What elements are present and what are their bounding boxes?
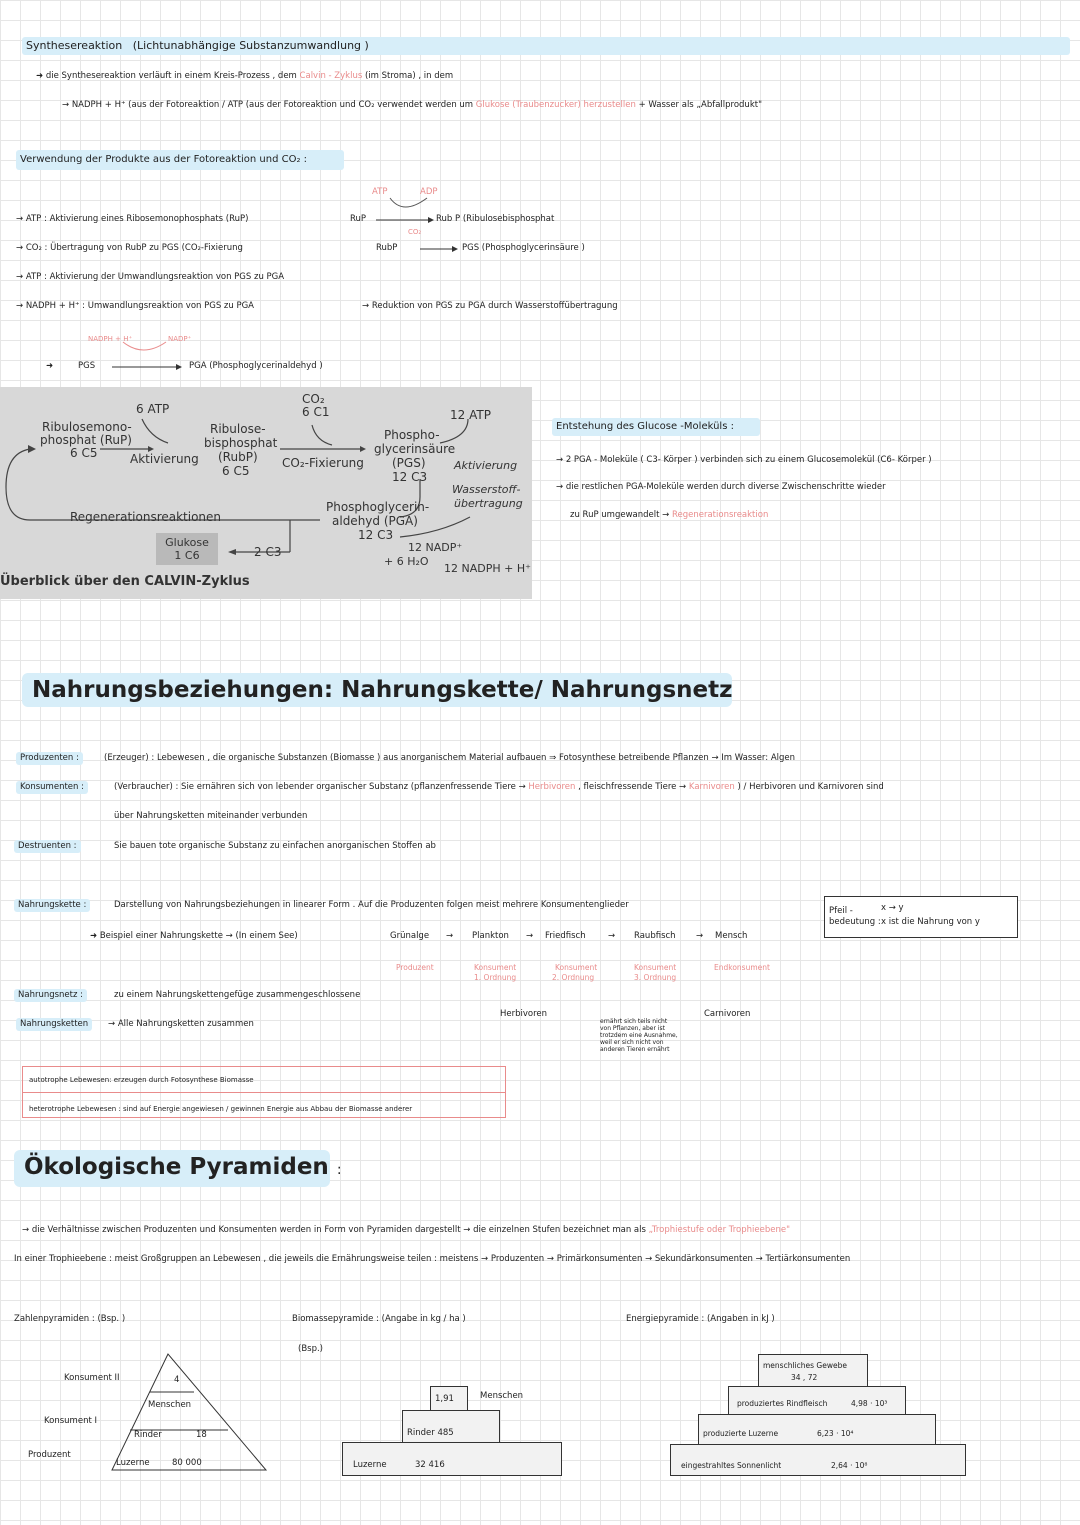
verwendung-title: Verwendung der Produkte aus der Fotoreaktion und CO₂ :	[16, 150, 344, 170]
synthese-title: Synthesereaktion	[26, 39, 123, 52]
heterotroph-text: heterotrophe Lebewesen : sind auf Energie angewiesen / gewinnen Energie aus Abbau der Biomasse anderer	[29, 1105, 413, 1113]
herbivoren-highlight: Herbivoren	[528, 782, 576, 792]
trophiestufe-highlight: „Trophiestufe oder Trophieebene"	[648, 1225, 790, 1235]
calvin-2c3: 2 C3	[254, 545, 282, 559]
calvin-co2-fixierung: CO₂-Fixierung	[282, 456, 364, 470]
calvin-h2o: + 6 H₂O	[384, 555, 429, 568]
zahlen-k1-label: Konsument I	[44, 1416, 97, 1426]
synthese-title-note: (Lichtunabhängige Substanzumwandlung )	[132, 39, 369, 52]
produzenten-label: Produzenten :	[16, 752, 83, 765]
energie-layer-1: menschliches Gewebe 34 , 72	[758, 1354, 868, 1388]
bio-layer-luzerne: Luzerne 32 416	[342, 1442, 562, 1476]
autotroph-text: autotrophe Lebewesen: erzeugen durch Fotosynthese Biomasse	[29, 1076, 254, 1084]
calvin-pga-1: Phosphoglycerin-	[326, 500, 430, 514]
destruenten-label: Destruenten :	[14, 840, 81, 853]
pfeil-bedeutung-box: Pfeil - bedeutung : x → y x ist die Nahrung von y	[824, 896, 1018, 938]
verwendung-row-atp: → ATP : Aktivierung eines Ribosemonophosphats (RuP)	[16, 214, 249, 224]
trophie-definition-box	[22, 1066, 506, 1118]
calvin-rubp-4: 6 C5	[222, 464, 250, 478]
calvin-rup-2: phosphat (RuP)	[40, 433, 132, 447]
zahlen-18: 18	[196, 1430, 207, 1440]
role-k3-order: 3. Ordnung	[634, 973, 677, 982]
calvin-aktivierung-2: Aktivierung	[454, 459, 518, 472]
zahlen-prod-label: Produzent	[28, 1450, 71, 1460]
beispiel-label: ➜ Beispiel einer Nahrungskette → (In einem See)	[90, 931, 298, 941]
calvin-rubp-2: bisphosphat	[204, 436, 278, 450]
calvin-rup-1: Ribulosemono-	[42, 420, 132, 434]
zahlen-80000: 80 000	[172, 1458, 202, 1468]
eq-rup: RuP	[350, 214, 367, 224]
energie-title: Energiepyramide : (Angaben in kJ )	[626, 1314, 775, 1324]
synthese-header	[22, 37, 1070, 55]
nahrung-title: Nahrungsbeziehungen: Nahrungskette/ Nahrungsnetz	[22, 673, 732, 707]
eq-arrow-3	[112, 362, 184, 372]
nahrungsnetz-label: Nahrungsnetz :	[14, 989, 87, 1002]
calvin-glukose-box: Glukose 1 C6	[156, 533, 218, 565]
bio-bsp: (Bsp.)	[298, 1344, 323, 1354]
zahlen-luzerne: Luzerne	[116, 1458, 150, 1468]
bio-menschen: Menschen	[480, 1391, 524, 1401]
eq-rubp: RubP	[376, 243, 398, 253]
entstehung-line1: → 2 PGA - Moleküle ( C3- Körper ) verbinden sich zu einem Glucosemolekül (C6- Körper )	[556, 455, 932, 465]
eq-pgs: PGS	[78, 361, 96, 371]
destruenten-text: Sie bauen tote organische Substanz zu einfachen anorganischen Stoffen ab	[114, 841, 436, 851]
nahrungsketten-text: → Alle Nahrungsketten zusammen	[108, 1019, 254, 1029]
nahrungskette-label: Nahrungskette :	[14, 899, 90, 912]
calvin-nadp: 12 NADP⁺	[408, 541, 463, 554]
synthese-line2: → NADPH + H⁺ (aus der Fotoreaktion / ATP (aus der Fotoreaktion und CO₂ verwendet werden um Glukose (Traubenzucker) herzustellen + Wasser als „Abfallprodukt"	[62, 100, 762, 110]
konsumenten-label: Konsumenten :	[16, 781, 88, 794]
herbivoren-label: Herbivoren	[500, 1009, 548, 1019]
nahrungskette-text: Darstellung von Nahrungsbeziehungen in linearer Form . Auf die Produzenten folgen meist mehrere Konsumentenglieder	[114, 900, 629, 910]
zahlen-title: Zahlenpyramiden : (Bsp. )	[14, 1314, 126, 1324]
calvin-pga-3: 12 C3	[358, 528, 394, 542]
reduktion-note: → Reduktion von PGS zu PGA durch Wasserstoffübertragung	[362, 301, 618, 311]
verwendung-row-atp2: → ATP : Aktivierung der Umwandlungsreaktion von PGS zu PGA	[16, 272, 285, 282]
role-k2-order: 2. Ordnung	[552, 973, 595, 982]
pyramiden-line1: → die Verhältnisse zwischen Produzenten und Konsumenten werden in Form von Pyramiden dargestellt → die einzelnen Stufen bezeichnet man als „Trophiestufe oder Trophieebene"	[22, 1225, 790, 1235]
calvin-aktivierung-1: Aktivierung	[130, 452, 199, 466]
zahlen-menschen: Menschen	[148, 1400, 192, 1410]
calvin-pga-2: aldehyd (PGA)	[332, 514, 418, 528]
bio-layer-rinder: Rinder 485	[402, 1410, 500, 1444]
chain-mensch: Mensch	[715, 931, 748, 941]
synthese-line1: ➜ die Synthesereaktion verläuft in einem Kreis-Prozess , dem Calvin - Zyklus (im Stroma) , in dem	[36, 71, 454, 81]
role-k3: Konsument	[634, 963, 677, 972]
calvin-pgs-3: (PGS)	[392, 456, 426, 470]
calvin-c1: 6 C1	[302, 405, 330, 419]
calvin-caption: Überblick über den CALVIN-Zyklus	[0, 574, 250, 589]
zahlen-4: 4	[174, 1375, 180, 1385]
calvin-nadph: 12 NADPH + H⁺	[444, 562, 531, 575]
konsumenten-text: (Verbraucher) : Sie ernähren sich von lebender organischer Substanz (pflanzenfressende Tiere → Herbivoren , fleischfressende Tiere → Karnivoren ) / Herbivoren und Karnivoren sind	[114, 782, 884, 792]
regenerationsreaktion-highlight: Regenerationsreaktion	[671, 510, 769, 520]
zahlen-k2-label: Konsument II	[64, 1373, 120, 1383]
eq-atp-label: ATP	[372, 187, 388, 197]
eq-co2-small: CO₂	[408, 228, 422, 236]
calvin-rubp-1: Ribulose-	[210, 422, 266, 436]
energie-layer-2: produziertes Rindfleisch 4,98 · 10³	[728, 1386, 906, 1416]
role-endkonsument: Endkonsument	[714, 963, 770, 972]
calvin-regeneration: Regenerationsreaktionen	[70, 510, 222, 524]
zahlen-rinder: Rinder	[134, 1430, 162, 1440]
eq-nadph-label: NADPH + H⁺	[88, 335, 133, 343]
verwendung-row-nadph: → NADPH + H⁺ : Umwandlungsreaktion von PGS zu PGA	[16, 301, 254, 311]
role-k1-order: 1. Ordnung	[474, 973, 517, 982]
eq-arrow-1	[376, 215, 436, 225]
calvin-wasserstoff-1: Wasserstoff-	[452, 483, 521, 496]
nahrungsketten-label: Nahrungsketten	[16, 1018, 92, 1031]
eq-bullet: ➜	[46, 361, 54, 371]
verwendung-row-co2: → CO₂ : Übertragung von RubP zu PGS (CO₂-Fixierung	[16, 243, 243, 253]
calvin-rubp-3: (RubP)	[218, 450, 258, 464]
entstehung-title: Entstehung des Glucose -Moleküls :	[552, 418, 760, 436]
entstehung-line3: zu RuP umgewandelt → Regenerationsreaktion	[570, 510, 769, 520]
calvin-wasserstoff-2: übertragung	[454, 497, 523, 510]
calvin-pgs-1: Phospho-	[384, 428, 440, 442]
karnivoren-highlight: Karnivoren	[688, 782, 735, 792]
eq-pgs-result: PGS (Phosphoglycerinsäure )	[462, 243, 585, 253]
role-produzent: Produzent	[396, 963, 434, 972]
eq-nadph-curve	[118, 340, 178, 360]
pyramiden-title: Ökologische Pyramiden :	[14, 1150, 330, 1187]
pyramiden-line2: In einer Trophieebene : meist Großgruppen an Lebewesen , die jeweils die Ernährungsweise teilen : meistens → Produzenten → Primärkonsumenten → Sekundärkonsumenten → Tertiärkonsumenten	[14, 1254, 851, 1264]
bio-layer-top: 1,91	[430, 1386, 468, 1412]
eq-rubp-result: Rub P (Ribulosebisphosphat	[436, 214, 555, 224]
bio-title: Biomassepyramide : (Angabe in kg / ha )	[292, 1314, 466, 1324]
chain-raubfisch: Raubfisch	[634, 931, 676, 941]
zahlen-triangle	[110, 1352, 270, 1472]
calvin-pgs-2: glycerinsäure	[374, 442, 456, 456]
calvin-cycle-figure	[0, 387, 532, 599]
calvin-rup-3: 6 C5	[70, 446, 98, 460]
eq-pga: PGA (Phosphoglycerinaldehyd )	[189, 361, 323, 371]
omnivore-note: ernährt sich teils nicht von Pflanzen, aber ist trotzdem eine Ausnahme, weil er sich nicht von anderen Tieren ernährt	[600, 1018, 678, 1053]
eq-arrow-2	[420, 244, 460, 254]
energie-layer-4: eingestrahltes Sonnenlicht 2,64 · 10⁸	[670, 1444, 966, 1476]
eq-adp-label: ADP	[420, 187, 438, 197]
eq-atp-curve-arrow	[385, 194, 445, 214]
carnivoren-label: Carnivoren	[704, 1009, 751, 1019]
trophie-box-divider	[23, 1092, 505, 1093]
calvin-co2: CO₂	[302, 392, 325, 406]
konsumenten-text-2: über Nahrungsketten miteinander verbunden	[114, 811, 308, 821]
entstehung-line2: → die restlichen PGA-Moleküle werden durch diverse Zwischenschritte wieder	[556, 482, 886, 492]
role-k1: Konsument	[474, 963, 517, 972]
glukose-highlight: Glukose (Traubenzucker) herzustellen	[475, 100, 636, 110]
calvin-atp6: 6 ATP	[136, 402, 170, 416]
calvin-pgs-4: 12 C3	[392, 470, 428, 484]
chain-gruenalge: Grünalge	[390, 931, 430, 941]
role-k2: Konsument	[555, 963, 598, 972]
calvin-atp12: 12 ATP	[450, 408, 491, 422]
eq-nadp-label: NADP⁺	[168, 335, 192, 343]
produzenten-text: (Erzeuger) : Lebewesen , die organische Substanzen (Biomasse ) aus anorganischem Material aufbauen ⇒ Fotosynthese betreibende Pflanzen → Im Wasser: Algen	[104, 753, 796, 763]
energie-layer-3: produzierte Luzerne 6,23 · 10⁴	[698, 1414, 936, 1446]
chain-friedfisch: Friedfisch	[545, 931, 586, 941]
chain-plankton: Plankton	[472, 931, 509, 941]
calvin-zyklus-highlight: Calvin - Zyklus	[299, 71, 363, 81]
nahrungsnetz-text: zu einem Nahrungskettengefüge zusammengeschlossene	[114, 990, 361, 1000]
